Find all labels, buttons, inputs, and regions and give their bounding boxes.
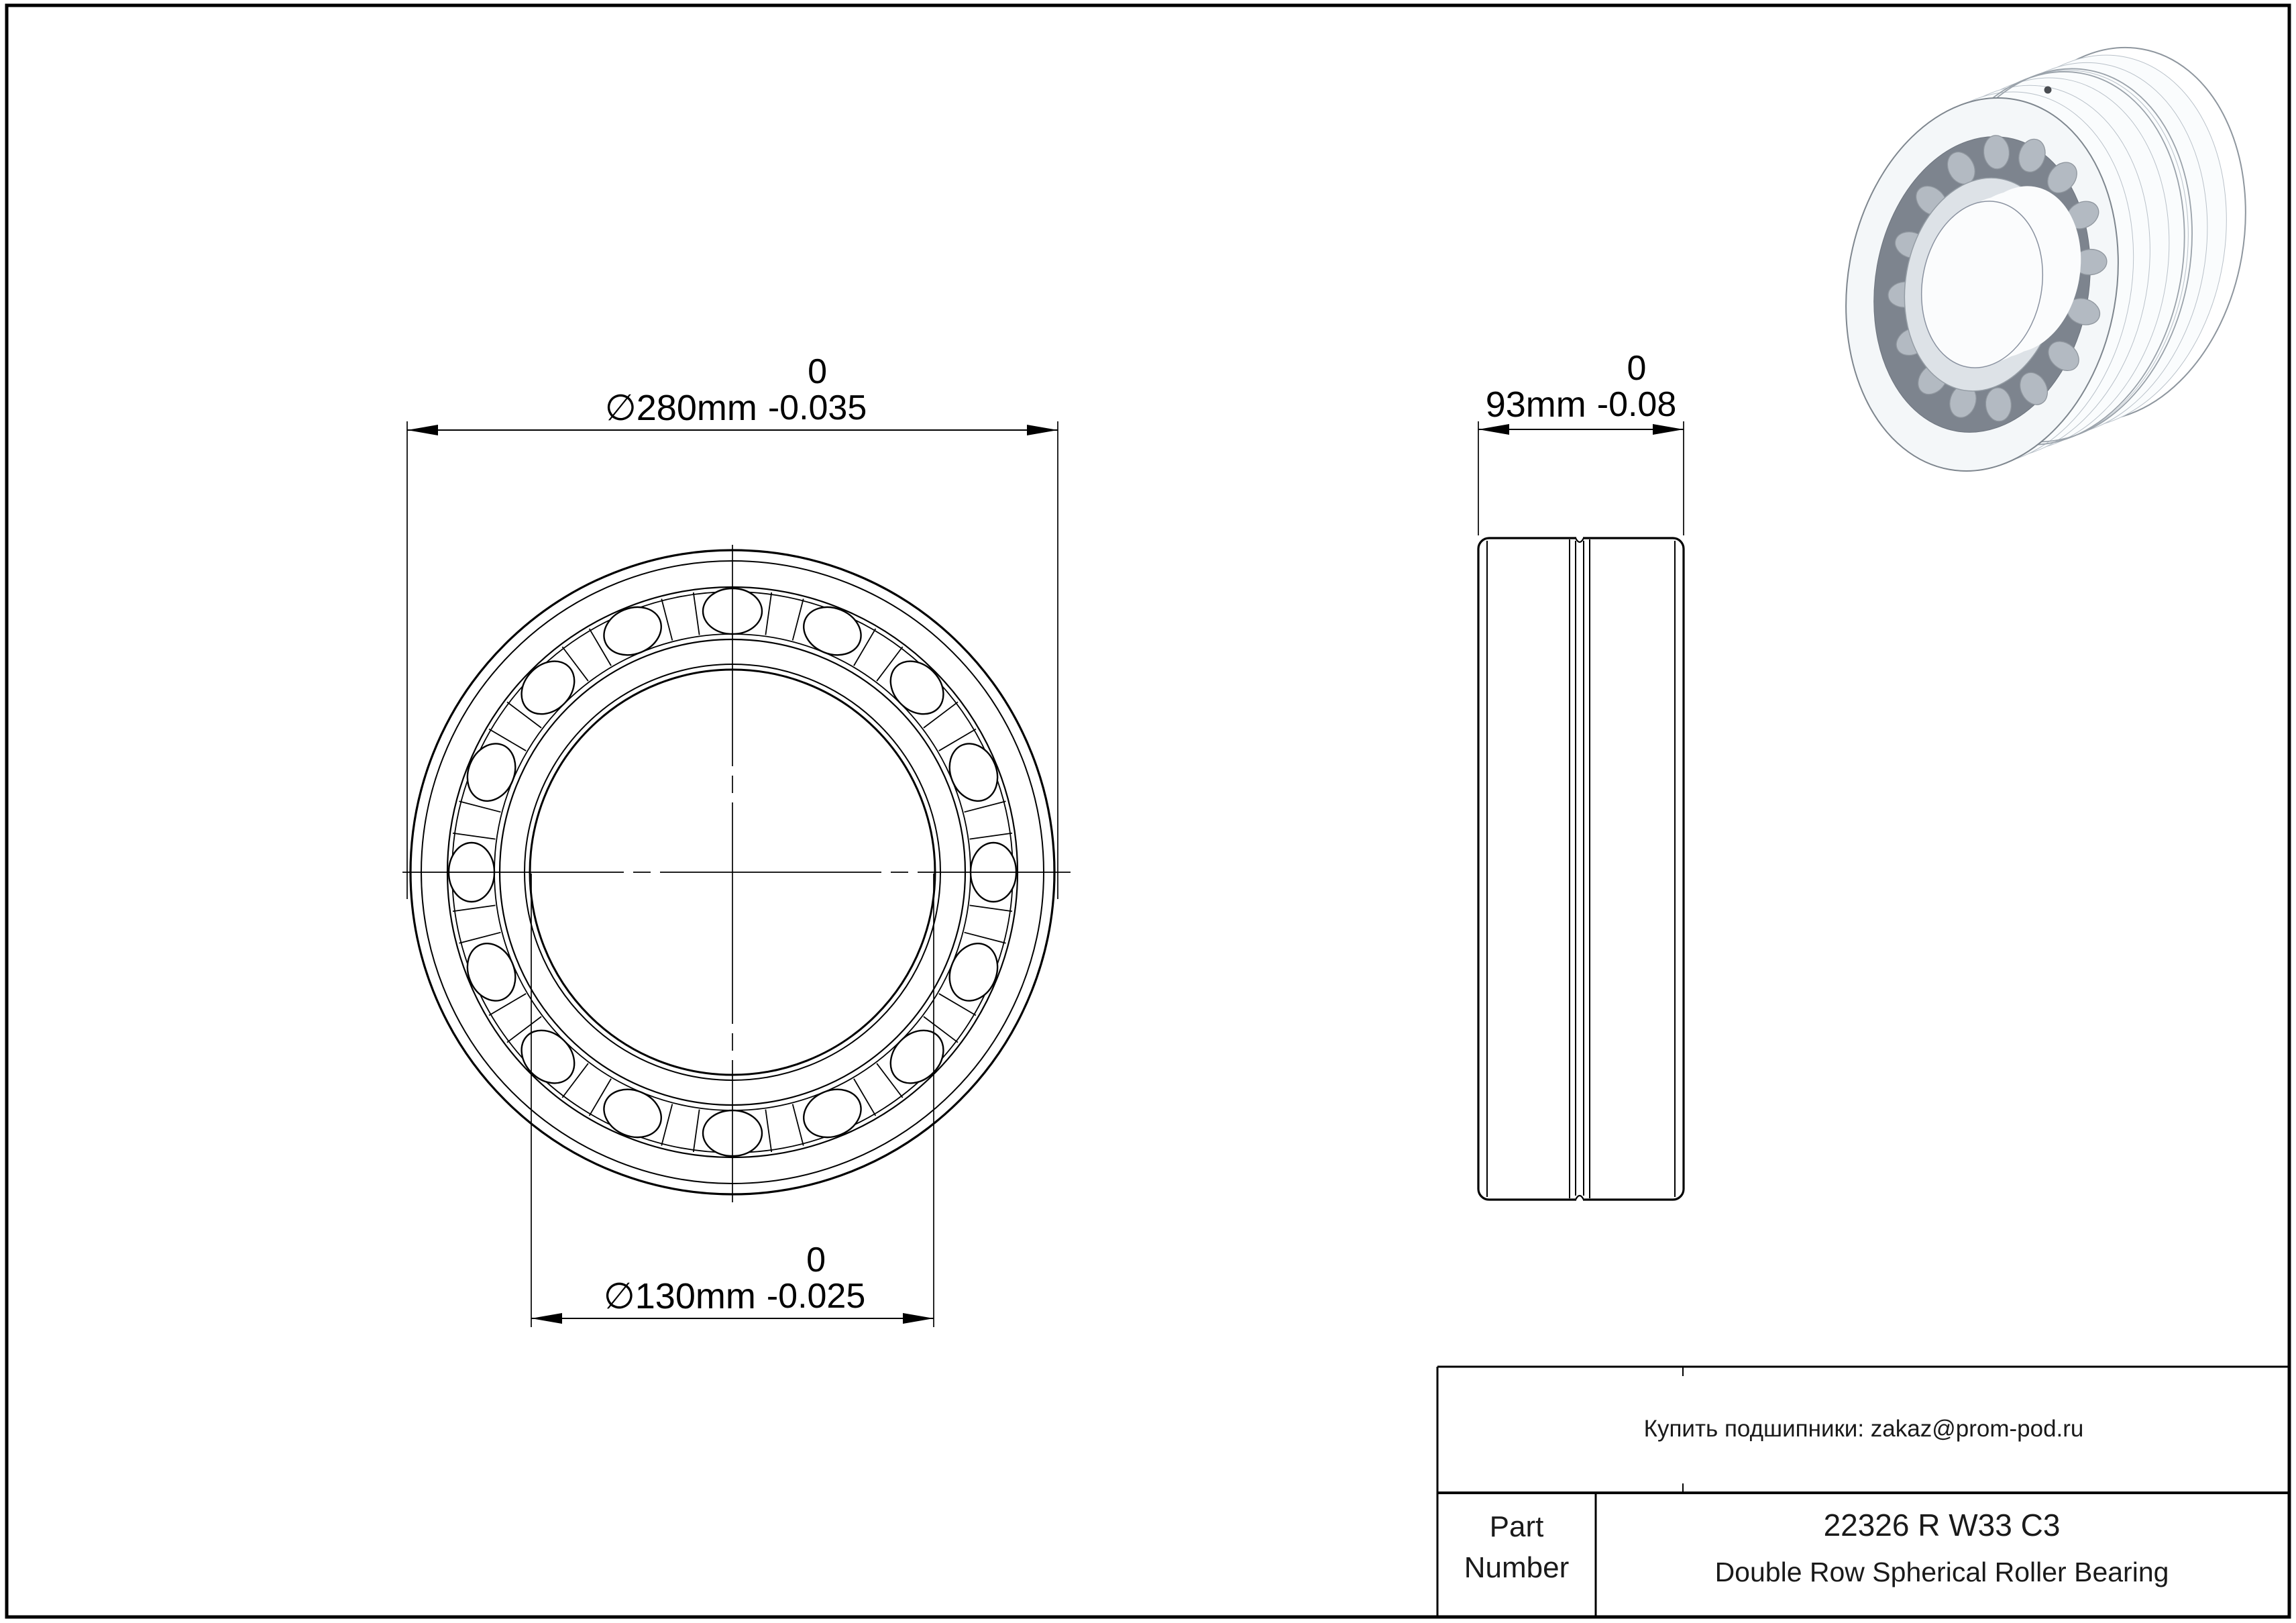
arrow-right-icon: [1653, 424, 1684, 435]
side-outline: [1478, 538, 1684, 1200]
dim-width-value: 93mm: [1485, 384, 1586, 425]
dim-outer-diameter: [604, 352, 867, 429]
dim-bore-diameter-value: ∅130mm: [603, 1276, 756, 1317]
arrow-left-icon: [1478, 424, 1509, 435]
dim-width: [1486, 350, 1677, 423]
dim-bore-diameter-tolerance: 0 -0.025: [766, 1241, 866, 1316]
dim-outer-diameter-tolerance: 0 -0.035: [767, 352, 867, 428]
part-number-label: Part Number: [1464, 1510, 1570, 1584]
dim-width-lines: [1478, 421, 1684, 535]
part-number-value: 22326 R W33 C3: [1823, 1508, 2061, 1542]
dimension-lines: [407, 421, 1684, 1327]
front-view: [402, 545, 1071, 1202]
part-description: Double Row Spherical Roller Bearing: [1714, 1557, 2169, 1587]
od-groove-notch-bottom: [1576, 1196, 1584, 1200]
arrow-right-icon: [903, 1313, 934, 1324]
dim-outer-diameter-value: ∅280mm: [604, 388, 757, 429]
od-groove-notch-top: [1576, 538, 1584, 542]
oil-hole-dot: [2044, 87, 2052, 94]
bearing-3d-render: [1817, 5, 2274, 513]
vendor-note: Купить подшипники: zakaz@prom-pod.ru: [1643, 1416, 2084, 1442]
dim-bore-diameter: [603, 1241, 866, 1317]
dim-width-tolerance: 0 -0.08: [1596, 349, 1677, 425]
arrow-left-icon: [531, 1313, 562, 1324]
arrow-right-icon: [1027, 425, 1058, 435]
side-view: [1478, 535, 1684, 1202]
arrow-left-icon: [407, 425, 438, 435]
